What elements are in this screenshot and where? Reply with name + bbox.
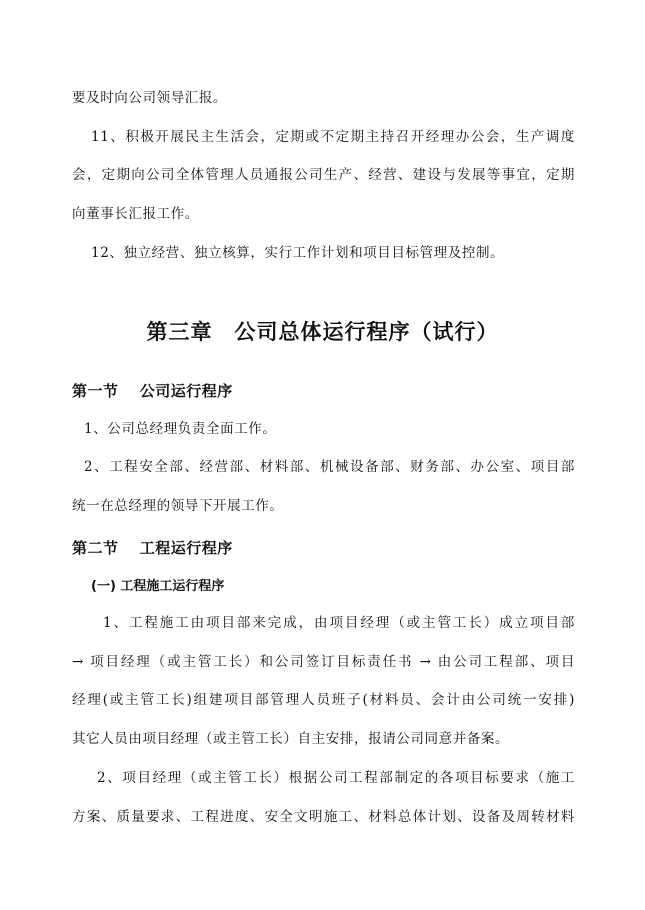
text-line: 要及时向公司领导汇报。 [72, 90, 228, 106]
text-line: 经理(或主管工长)组建项目部管理人员班子(材料员、会计由公司统一安排) [72, 692, 575, 708]
text-line: → 项目经理（或主管工长）和公司签订目标责任书 → 由公司工程部、项目 [72, 654, 575, 670]
text-line: 12、独立经营、独立核算，实行工作计划和项目目标管理及控制。 [91, 245, 505, 261]
text-line: 2、工程安全部、经营部、材料部、机械设备部、财务部、办公室、项目部 [84, 459, 575, 475]
chapter-heading: 第三章 公司总体运行程序（试行） [146, 320, 499, 344]
text-line: 1、工程施工由项目部来完成，由项目经理（或主管工长）成立项目部 [103, 615, 575, 631]
text-line: 1、公司总经理负责全面工作。 [84, 421, 277, 437]
text-line: 其它人员由项目经理（或主管工长）自主安排，报请公司同意并备案。 [72, 731, 510, 747]
text-line: 向董事长汇报工作。 [72, 206, 199, 222]
text-line: 方案、质量要求、工程进度、安全文明施工、材料总体计划、设备及周转材料 [72, 809, 575, 825]
text-line: 11、积极开展民主生活会，定期或不定期主持召开经理办公会，生产调度 [91, 129, 575, 145]
text-line: 统一在总经理的领导下开展工作。 [72, 498, 284, 514]
text-line: 会，定期向公司全体管理人员通报公司生产、经营、建设与发展等事宜，定期 [72, 167, 575, 183]
section-heading: 第一节 公司运行程序 [72, 382, 233, 400]
text-line: 2、项目经理（或主管工长）根据公司工程部制定的各项目标要求（施工 [97, 770, 575, 786]
section-heading: 第二节 工程运行程序 [72, 539, 233, 557]
subsection-heading: (一) 工程施工运行程序 [91, 579, 225, 594]
